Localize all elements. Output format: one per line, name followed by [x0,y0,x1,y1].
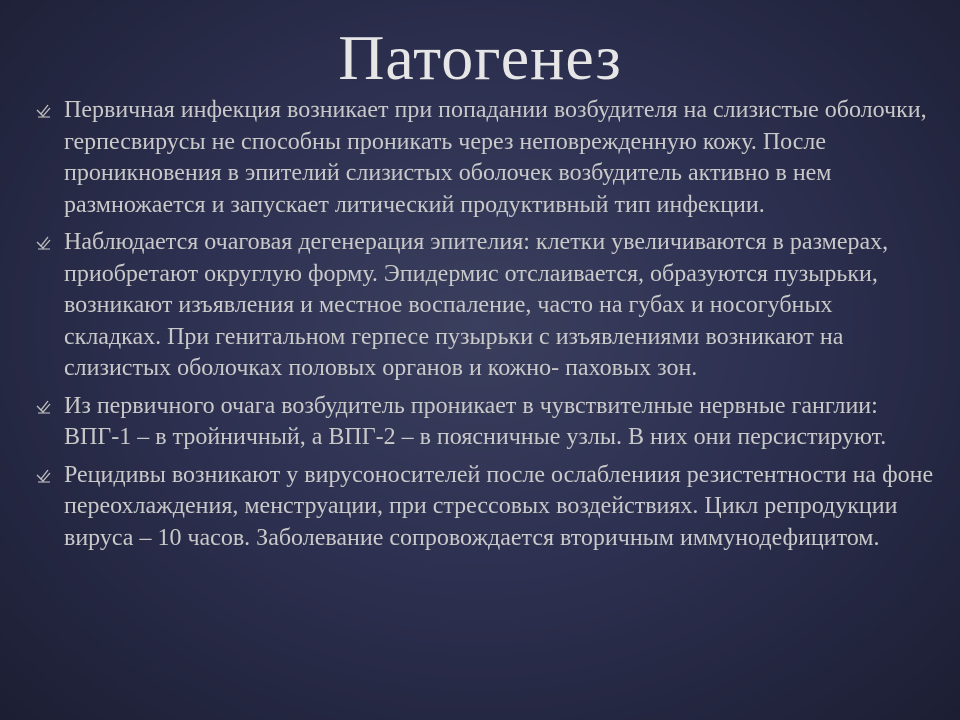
bullet-text: Из первичного очага возбудитель проникает в чувствителные нервные ганглии: ВПГ-1 – в тройничный, а ВПГ-2 – в поясничные узлы. В них они персистируют. [64,392,887,450]
bullet-item [34,460,934,555]
double-check-icon [36,235,52,251]
bullet-text: Наблюдается очаговая дегенерация эпителия: клетки увеличиваются в размерах, приобретают округлую форму. Эпидермис отслаивается, образуются пузырьки, возникают изъявления и местное воспаление, часто на губах и носогубных складках. При генитальном герпесе пузырьки с изъявлениями возникают на слизистых оболочках половых органов и кожно- паховых зон. [64,229,889,381]
bullet-list [34,95,934,560]
slide-title: Патогенез [338,22,622,93]
bullet-item [34,95,934,221]
double-check-icon [36,103,52,119]
double-check-icon [36,399,52,415]
double-check-icon [36,468,52,484]
bullet-text: Первичная инфекция возникает при попадании возбудителя на слизистые оболочки, герпесвирусы не способны проникать через неповрежденную кожу. После проникновения в эпителий слизистых оболочек возбудитель активно в нем размножается и запускает литический продуктивный тип инфекции. [64,97,927,218]
bullet-item [34,227,934,385]
bullet-text: Рецидивы возникают у вирусоносителей после ослаблениия резистентности на фоне переохлаждения, менструации, при стрессовых воздействиях. Цикл репродукции вируса – 10 часов. Заболевание сопровождается вторичным иммунодефицитом. [64,461,934,551]
bullet-item [34,391,934,454]
